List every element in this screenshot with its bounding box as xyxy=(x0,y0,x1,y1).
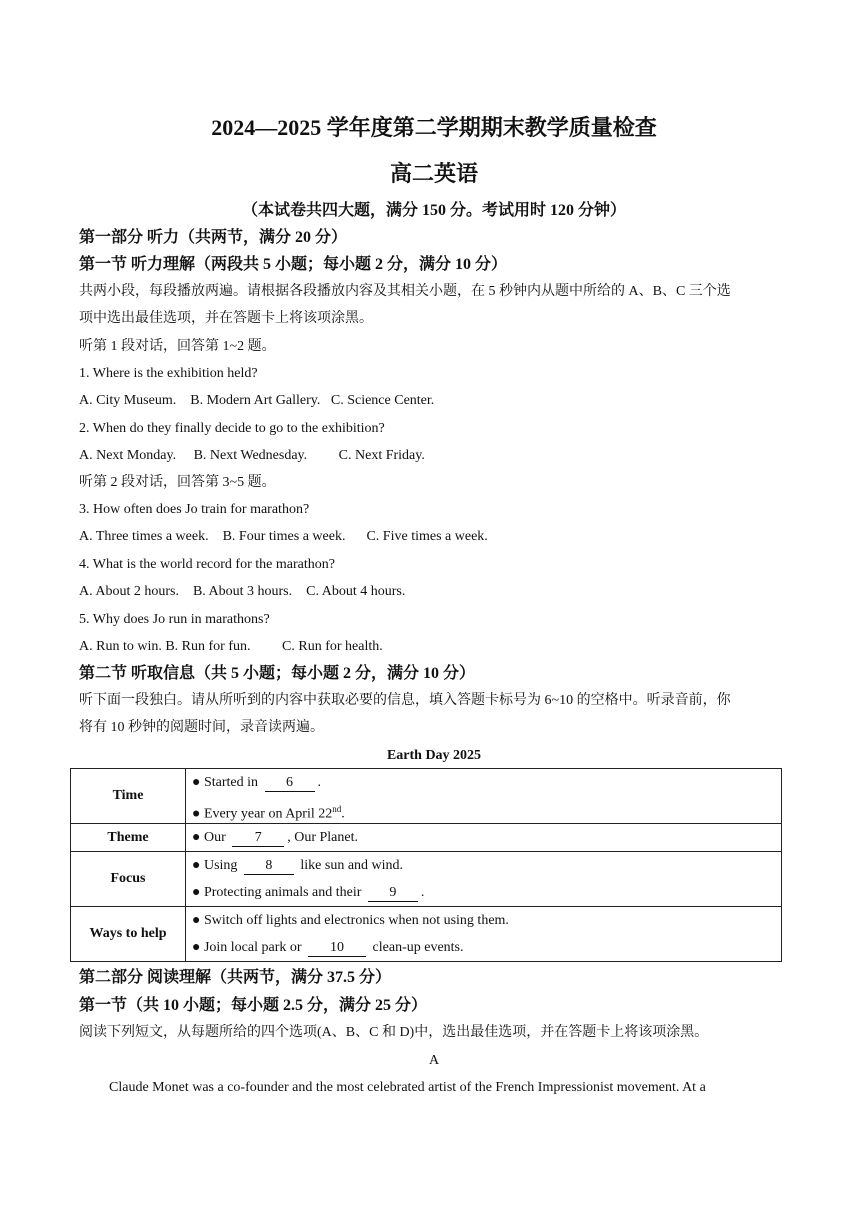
ways-line-2-text: ● Join local park or xyxy=(192,940,302,955)
question-5-options xyxy=(79,638,790,656)
theme-line-end: , Our Planet. xyxy=(287,830,358,845)
question-5-option-b: B. Run for fun. xyxy=(165,639,251,654)
table-title: Earth Day 2025 xyxy=(386,748,482,763)
row-label-theme: Theme xyxy=(71,824,186,852)
time-line-1-end: . xyxy=(317,775,322,790)
question-1-option-b: B. Modern Art Gallery. xyxy=(190,393,321,408)
focus-line-2 xyxy=(192,879,781,906)
time-line-1-text: ● Started in xyxy=(192,775,259,790)
blank-10: 10 xyxy=(308,940,366,957)
time-line-1 xyxy=(192,769,781,796)
focus-line-2-end: . xyxy=(420,885,425,900)
question-5: 5. Why does Jo run in marathons? xyxy=(79,612,270,627)
blank-6: 6 xyxy=(265,775,315,792)
question-1-option-a: A. City Museum. xyxy=(79,393,177,408)
focus-line-2-text: ● Protecting animals and their xyxy=(192,885,362,900)
focus-line-1 xyxy=(192,852,781,879)
question-3-option-a: A. Three times a week. xyxy=(79,529,209,544)
question-2-option-a: A. Next Monday. xyxy=(79,448,177,463)
section2-intro-line1: 听下面一段独白。请从所听到的内容中获取必要的信息，填入答题卡标号为 6~10 的空格中。听录音前，你 xyxy=(79,693,731,708)
row-content-focus xyxy=(186,852,782,907)
question-3: 3. How often does Jo train for marathon? xyxy=(79,502,310,517)
question-4-option-a: A. About 2 hours. xyxy=(79,584,179,599)
passage-label: A xyxy=(428,1053,440,1068)
ways-line-2 xyxy=(192,934,781,961)
question-3-options xyxy=(79,528,790,546)
earth-day-table xyxy=(70,768,782,962)
focus-line-1-end: like sun and wind. xyxy=(300,858,404,873)
question-3-option-b: B. Four times a week. xyxy=(222,529,346,544)
row-label-ways: Ways to help xyxy=(71,907,186,962)
part2-heading: 第二部分 阅读理解（共两节，满分 37.5 分） xyxy=(79,969,392,986)
question-2-option-c: C. Next Friday. xyxy=(338,448,425,463)
question-1-options xyxy=(79,392,790,410)
ways-line-2-end: clean-up events. xyxy=(372,940,464,955)
row-label-time: Time xyxy=(71,769,186,824)
question-3-option-c: C. Five times a week. xyxy=(366,529,488,544)
question-4-option-b: B. About 3 hours. xyxy=(192,584,293,599)
table-row-theme xyxy=(71,824,782,852)
question-4-option-c: C. About 4 hours. xyxy=(306,584,406,599)
exam-title: 2024—2025 学年度第二学期期末教学质量检查 xyxy=(211,115,657,140)
question-1: 1. Where is the exhibition held? xyxy=(79,366,258,381)
row-content-ways xyxy=(186,907,782,962)
exam-note: （本试卷共四大题，满分 150 分。考试用时 120 分钟） xyxy=(241,202,626,219)
dialogue2-instruction: 听第 2 段对话，回答第 3~5 题。 xyxy=(79,475,276,490)
time-line-2-end: . xyxy=(341,806,345,822)
section1-intro-line2: 项中选出最佳选项，并在答题卡上将该项涂黑。 xyxy=(79,311,373,326)
question-4: 4. What is the world record for the marathon? xyxy=(79,557,335,572)
question-5-option-c: C. Run for health. xyxy=(282,639,383,654)
part2-section1-heading: 第一节（共 10 小题；每小题 2.5 分，满分 25 分） xyxy=(79,997,428,1014)
question-1-option-c: C. Science Center. xyxy=(330,393,435,408)
passage-first-line: Claude Monet was a co-founder and the most celebrated artist of the French Impressionist movement. At a xyxy=(109,1080,706,1095)
blank-8: 8 xyxy=(244,858,294,875)
theme-line-text: ● Our xyxy=(192,830,226,845)
table-row-focus xyxy=(71,852,782,907)
question-2-options xyxy=(79,447,790,465)
blank-7: 7 xyxy=(232,830,284,847)
part1-heading: 第一部分 听力（共两节，满分 20 分） xyxy=(79,229,348,246)
exam-subject: 高二英语 xyxy=(389,161,478,186)
time-line-2-text: ● Every year on April 22 xyxy=(192,806,333,822)
table-row-ways xyxy=(71,907,782,962)
question-5-option-a: A. Run to win. xyxy=(79,639,162,654)
focus-line-1-text: ● Using xyxy=(192,858,238,873)
table-row-time xyxy=(71,769,782,824)
part1-section2-heading: 第二节 听取信息（共 5 小题；每小题 2 分，满分 10 分） xyxy=(79,665,476,682)
theme-line xyxy=(192,824,781,851)
time-line-2-suffix: nd xyxy=(332,804,342,814)
part1-section1-heading: 第一节 听力理解（两段共 5 小题；每小题 2 分，满分 10 分） xyxy=(79,256,508,273)
section1-intro-line1: 共两小段，每段播放两遍。请根据各段播放内容及其相关小题，在 5 秒钟内从题中所给的 A、B、C 三个选 xyxy=(79,284,731,299)
question-2: 2. When do they finally decide to go to the exhibition? xyxy=(79,421,385,436)
section2-intro-line2: 将有 10 秒钟的阅题时间，录音读两遍。 xyxy=(79,720,324,735)
blank-9: 9 xyxy=(368,885,418,902)
row-content-theme xyxy=(186,824,782,852)
dialogue1-instruction: 听第 1 段对话，回答第 1~2 题。 xyxy=(79,339,276,354)
question-4-options xyxy=(79,583,790,601)
row-content-time xyxy=(186,769,782,824)
time-line-2 xyxy=(192,796,781,823)
question-2-option-b: B. Next Wednesday. xyxy=(193,448,308,463)
reading-intro: 阅读下列短文，从每题所给的四个选项(A、B、C 和 D)中，选出最佳选项，并在答题卡上将该项涂黑。 xyxy=(79,1025,709,1040)
ways-line-1: ● Switch off lights and electronics when not using them. xyxy=(192,913,509,928)
row-label-focus: Focus xyxy=(71,852,186,907)
